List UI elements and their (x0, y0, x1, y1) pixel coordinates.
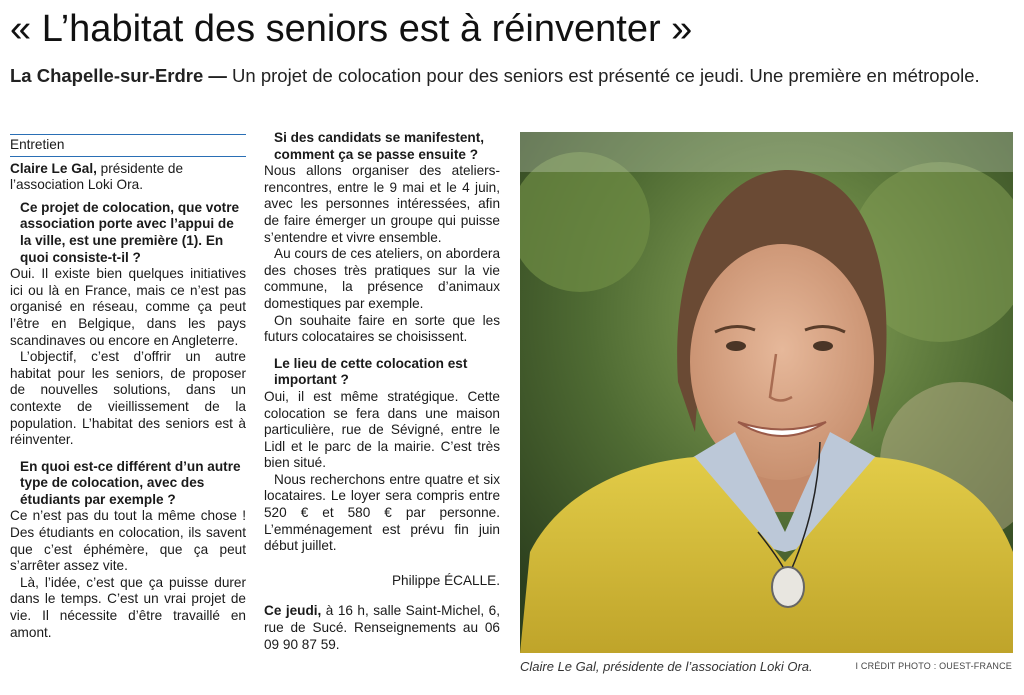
answer: Ce n’est pas du tout la même chose ! Des étudiants en colocation, ils savent que c’est éphémère, que ça peut s’arrêter assez vite. (10, 508, 246, 574)
question: Le lieu de cette colocation est important ? (274, 355, 468, 388)
answer: Nous recherchons entre quatre et six locataires. Le loyer sera compris entre 520 € et 580 € par personne. L’emménagement est prévu fin juin début juillet. (264, 471, 500, 554)
qa-block (10, 459, 246, 642)
column-2 (264, 130, 500, 653)
headline: « L’habitat des seniors est à réinventer » (10, 8, 693, 50)
answer: Là, l’idée, c’est que ça puisse durer dans le temps. C’est un vrai projet de vie. Il nécessite d’être travaillé en amont. (10, 574, 246, 640)
answer: On souhaite faire en sorte que les futurs colocataires se choisissent. (264, 312, 500, 345)
qa-block (264, 356, 500, 555)
question: Si des candidats se manifestent, comment ça se passe ensuite ? (274, 130, 485, 162)
photo-caption: Claire Le Gal, présidente de l’association Loki Ora. (520, 659, 813, 674)
interviewee-intro (10, 161, 246, 194)
event-info (264, 603, 500, 653)
answer: Nous allons organiser des ateliers-rencontres, entre le 9 mai et le 4 juin, avec les personnes intéressées, afin de faire émerger un groupe qui puisse s’entendre et vivre ensemble. (264, 163, 500, 245)
qa-block (264, 130, 500, 346)
qa-block (10, 200, 246, 449)
answer: Oui. Il existe bien quelques initiatives ici ou là en France, mais ce n’est pas organisé en réseau, comme ça peut l’être en Belgique, dans les pays scandinaves ou encore en Angleterre. (10, 266, 246, 348)
interviewee-role: présidente de l’association Loki Ora. (10, 160, 184, 193)
event-info-text: à 16 h, salle Saint-Michel, 6, rue de Sucé. Renseignements au 06 09 90 87 59. (264, 603, 500, 652)
column-1 (10, 134, 246, 641)
author-signature: Philippe ÉCALLE. (391, 572, 500, 588)
standfirst (10, 64, 1010, 88)
photo-credit: I CRÉDIT PHOTO : OUEST-FRANCE (855, 661, 1012, 671)
question: Ce projet de colocation, que votre association porte avec l’appui de la ville, est une première (1). En quoi consiste-t-il ? (20, 199, 240, 265)
question: En quoi est-ce différent d’un autre type de colocation, avec des étudiants par exemple ? (20, 458, 241, 507)
answer: L’objectif, c’est d’offrir un autre habitat pour les seniors, de proposer de nouvelles solutions, dans un contexte de vieillissement de la population. L’habitat des seniors est à réinventer. (10, 349, 246, 448)
event-info-lead: Ce jeudi, (264, 603, 322, 619)
answer: Au cours de ces ateliers, on abordera des choses très pratiques sur la vie commune, la présence d’animaux domestiques par exemple. (264, 246, 500, 311)
rubric-label: Entretien (10, 134, 246, 157)
portrait-photo (520, 132, 1013, 653)
standfirst-text: Un projet de colocation pour des seniors est présenté ce jeudi. Une première en métropole. (226, 65, 980, 86)
standfirst-place: La Chapelle-sur-Erdre — (10, 65, 227, 86)
interviewee-name: Claire Le Gal, (10, 160, 97, 176)
answer: Oui, il est même stratégique. Cette colocation se fera dans une maison particulière, rue de Sévigné, entre le Lidl et le parc de la mairie. C’est très bien situé. (264, 388, 500, 471)
